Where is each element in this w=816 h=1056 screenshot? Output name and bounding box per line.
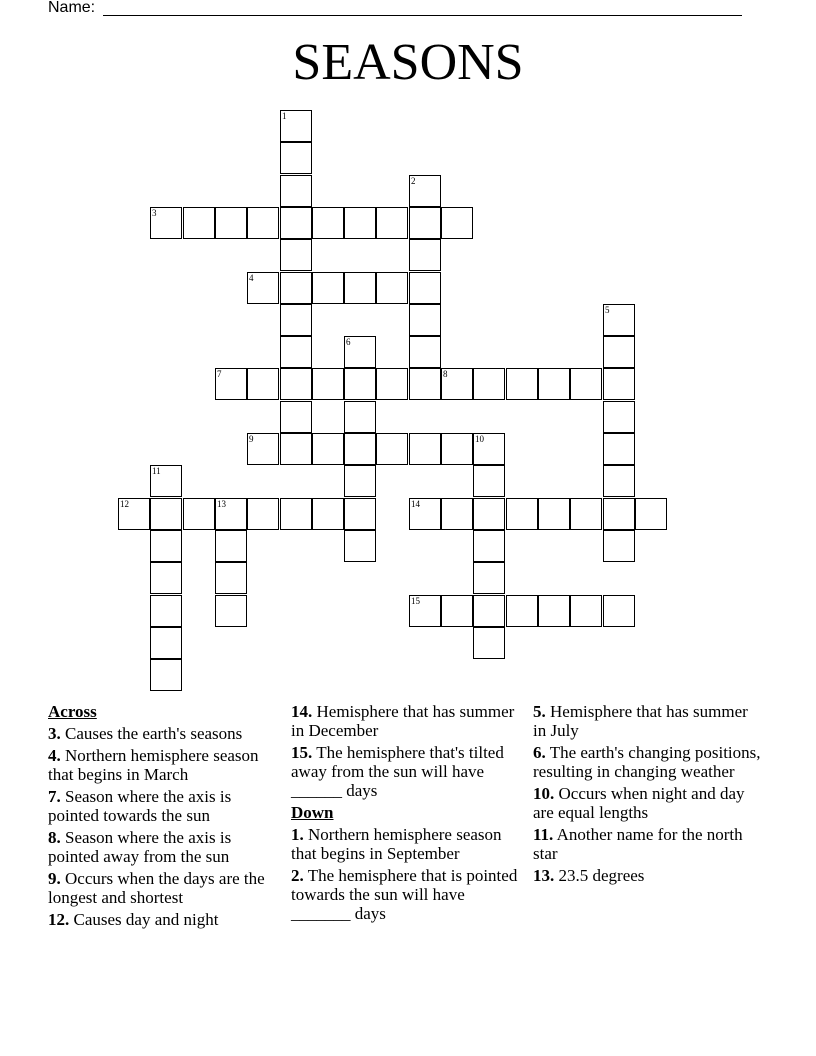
grid-cell[interactable] xyxy=(409,207,441,239)
grid-cell[interactable] xyxy=(409,272,441,304)
grid-cell[interactable] xyxy=(473,498,505,530)
grid-cell[interactable] xyxy=(473,368,505,400)
grid-cell[interactable] xyxy=(603,368,635,400)
grid-cell[interactable] xyxy=(280,272,312,304)
grid-cell[interactable] xyxy=(280,368,312,400)
clue-across-9: 9. Occurs when the days are the longest and shortest xyxy=(48,869,265,907)
grid-cell[interactable] xyxy=(473,433,505,465)
grid-cell[interactable] xyxy=(150,530,182,562)
clue-column-3 xyxy=(533,702,765,888)
grid-cell[interactable] xyxy=(538,498,570,530)
grid-cell[interactable] xyxy=(441,368,473,400)
grid-cell[interactable] xyxy=(344,272,376,304)
cell-number: 1 xyxy=(282,111,287,121)
grid-cell[interactable] xyxy=(118,498,150,530)
grid-cell[interactable] xyxy=(441,498,473,530)
grid-cell[interactable] xyxy=(570,498,602,530)
grid-cell[interactable] xyxy=(150,465,182,497)
grid-cell[interactable] xyxy=(183,498,215,530)
grid-cell[interactable] xyxy=(538,595,570,627)
grid-cell[interactable] xyxy=(247,272,279,304)
clue-across-4: 4. Northern hemisphere season that begins in March xyxy=(48,746,259,784)
cell-number: 15 xyxy=(411,596,420,606)
grid-cell[interactable] xyxy=(344,530,376,562)
grid-cell[interactable] xyxy=(280,498,312,530)
cell-number: 14 xyxy=(411,499,420,509)
grid-cell[interactable] xyxy=(280,110,312,142)
grid-cell[interactable] xyxy=(312,272,344,304)
clue-column-2 xyxy=(291,702,523,926)
grid-cell[interactable] xyxy=(215,368,247,400)
grid-cell[interactable] xyxy=(215,530,247,562)
cell-number: 10 xyxy=(475,434,484,444)
grid-cell[interactable] xyxy=(376,433,408,465)
clue-down-5: 5. Hemisphere that has summer in July xyxy=(533,702,748,740)
grid-cell[interactable] xyxy=(570,368,602,400)
grid-cell[interactable] xyxy=(473,627,505,659)
grid-cell[interactable] xyxy=(603,498,635,530)
grid-cell[interactable] xyxy=(473,530,505,562)
grid-cell[interactable] xyxy=(150,498,182,530)
grid-cell[interactable] xyxy=(344,336,376,368)
grid-cell[interactable] xyxy=(603,595,635,627)
clue-down-11: 11. Another name for the north star xyxy=(533,825,743,863)
cell-number: 6 xyxy=(346,337,351,347)
grid-cell[interactable] xyxy=(150,659,182,691)
cell-number: 2 xyxy=(411,176,416,186)
grid-cell[interactable] xyxy=(409,175,441,207)
grid-cell[interactable] xyxy=(280,304,312,336)
clue-down-10: 10. Occurs when night and day are equal lengths xyxy=(533,784,745,822)
page-title: SEASONS xyxy=(292,34,524,91)
grid-cell[interactable] xyxy=(570,595,602,627)
clue-down-1: 1. Northern hemisphere season that begins in September xyxy=(291,825,502,863)
grid-cell[interactable] xyxy=(635,498,667,530)
grid-cell[interactable] xyxy=(603,304,635,336)
name-label: Name: xyxy=(48,0,96,16)
cell-number: 7 xyxy=(217,369,222,379)
clue-across-3: 3. Causes the earth's seasons xyxy=(48,724,243,743)
grid-cell[interactable] xyxy=(603,465,635,497)
grid-cell[interactable] xyxy=(473,595,505,627)
across-heading: Across xyxy=(48,702,97,721)
grid-cell[interactable] xyxy=(603,433,635,465)
cell-number: 5 xyxy=(605,305,610,315)
grid-cell[interactable] xyxy=(247,207,279,239)
clue-down-13: 13. 23.5 degrees xyxy=(533,866,645,885)
grid-cell[interactable] xyxy=(506,595,538,627)
grid-cell[interactable] xyxy=(409,368,441,400)
grid-cell[interactable] xyxy=(215,595,247,627)
grid-cell[interactable] xyxy=(409,433,441,465)
grid-cell[interactable] xyxy=(538,368,570,400)
grid-cell[interactable] xyxy=(344,207,376,239)
cell-number: 13 xyxy=(217,499,226,509)
clue-column-1 xyxy=(48,702,280,932)
grid-cell[interactable] xyxy=(409,304,441,336)
grid-cell[interactable] xyxy=(409,498,441,530)
grid-cell[interactable] xyxy=(280,175,312,207)
grid-cell[interactable] xyxy=(506,498,538,530)
clue-across-14: 14. Hemisphere that has summer in December xyxy=(291,702,515,740)
grid-cell[interactable] xyxy=(344,498,376,530)
down-heading: Down xyxy=(291,803,334,822)
grid-cell[interactable] xyxy=(215,207,247,239)
grid-cell[interactable] xyxy=(409,239,441,271)
grid-cell[interactable] xyxy=(441,207,473,239)
cell-number: 9 xyxy=(249,434,254,444)
cell-number: 3 xyxy=(152,208,157,218)
grid-cell[interactable] xyxy=(441,433,473,465)
grid-cell[interactable] xyxy=(603,530,635,562)
grid-cell[interactable] xyxy=(344,368,376,400)
grid-cell[interactable] xyxy=(344,433,376,465)
grid-cell[interactable] xyxy=(247,498,279,530)
grid-cell[interactable] xyxy=(312,368,344,400)
cell-number: 4 xyxy=(249,273,254,283)
grid-cell[interactable] xyxy=(280,207,312,239)
grid-cell[interactable] xyxy=(150,562,182,594)
grid-cell[interactable] xyxy=(280,336,312,368)
grid-cell[interactable] xyxy=(344,401,376,433)
grid-cell[interactable] xyxy=(247,433,279,465)
clue-down-2: 2. The hemisphere that is pointed towards the sun will have _______ days xyxy=(291,866,518,923)
grid-cell[interactable] xyxy=(150,207,182,239)
grid-cell[interactable] xyxy=(312,498,344,530)
grid-cell[interactable] xyxy=(215,498,247,530)
grid-cell[interactable] xyxy=(312,207,344,239)
grid-cell[interactable] xyxy=(150,595,182,627)
grid-cell[interactable] xyxy=(312,433,344,465)
grid-cell[interactable] xyxy=(344,465,376,497)
clue-across-8: 8. Season where the axis is pointed away from the sun xyxy=(48,828,232,866)
grid-cell[interactable] xyxy=(409,336,441,368)
grid-cell[interactable] xyxy=(183,207,215,239)
grid-cell[interactable] xyxy=(280,433,312,465)
grid-cell[interactable] xyxy=(376,207,408,239)
grid-cell[interactable] xyxy=(506,368,538,400)
cell-number: 12 xyxy=(120,499,129,509)
grid-cell[interactable] xyxy=(280,239,312,271)
grid-cell[interactable] xyxy=(441,595,473,627)
clue-across-7: 7. Season where the axis is pointed towards the sun xyxy=(48,787,232,825)
grid-cell[interactable] xyxy=(150,627,182,659)
cell-number: 11 xyxy=(152,466,161,476)
grid-cell[interactable] xyxy=(603,336,635,368)
grid-cell[interactable] xyxy=(376,272,408,304)
grid-cell[interactable] xyxy=(215,562,247,594)
cell-number: 8 xyxy=(443,369,448,379)
clue-across-12: 12. Causes day and night xyxy=(48,910,219,929)
grid-cell[interactable] xyxy=(280,401,312,433)
grid-cell[interactable] xyxy=(409,595,441,627)
clue-across-15: 15. The hemisphere that's tilted away from the sun will have ______ days xyxy=(291,743,504,800)
clue-down-6: 6. The earth's changing positions, resulting in changing weather xyxy=(533,743,761,781)
grid-cell[interactable] xyxy=(473,465,505,497)
grid-cell[interactable] xyxy=(376,368,408,400)
grid-cell[interactable] xyxy=(473,562,505,594)
grid-cell[interactable] xyxy=(247,368,279,400)
grid-cell[interactable] xyxy=(603,401,635,433)
grid-cell[interactable] xyxy=(280,142,312,174)
